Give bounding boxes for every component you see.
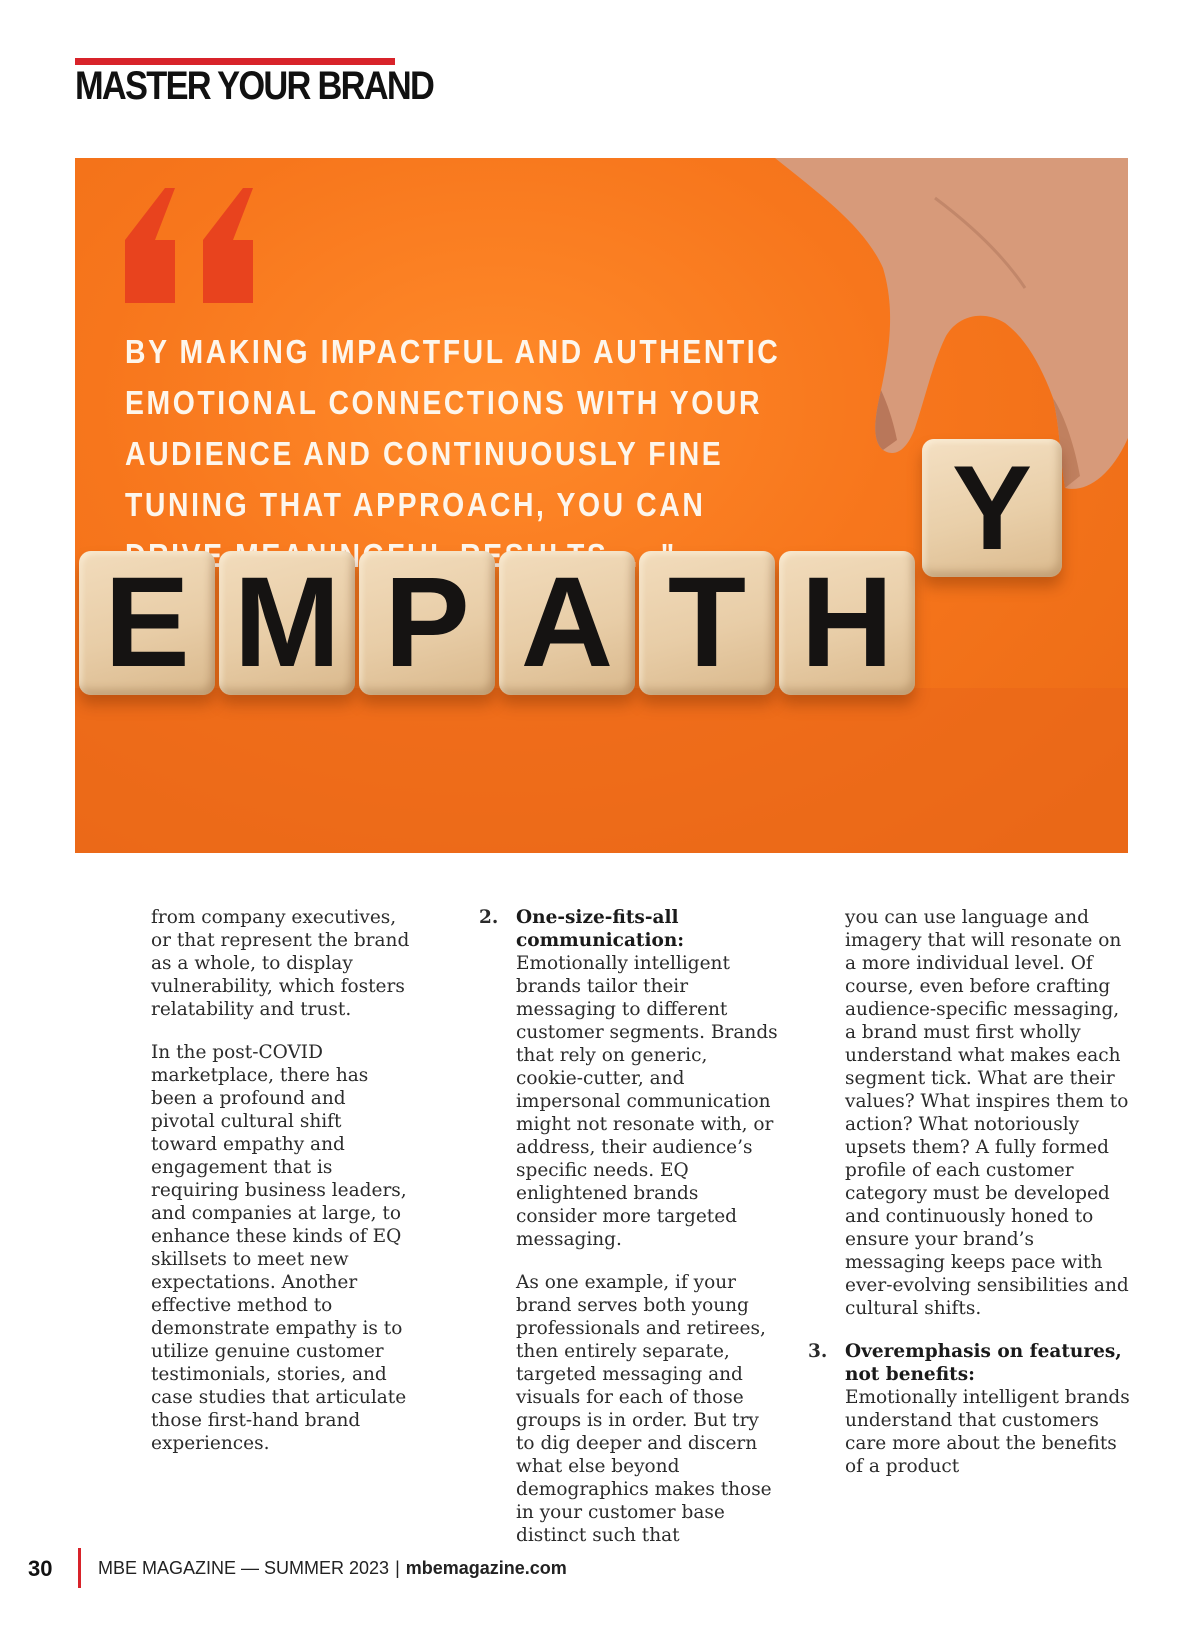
column-3 [808, 906, 1135, 1498]
column-1 [151, 906, 411, 1475]
footer-divider [78, 1548, 81, 1588]
table-surface [75, 688, 1128, 853]
list-text: Emotionally intelligent brands tailor their messaging to different customer segments. Brands that rely on generic, cookie-cutter, and impersonal communication might not resonate with, or address, their audience’s specific needs. EQ enlightened brands consider more targeted messaging. [516, 953, 778, 1250]
page-number: 30 [28, 1556, 53, 1581]
section-title: MASTER YOUR BRAND [75, 64, 434, 108]
paragraph: As one example, if your brand serves both young professionals and retirees, then entirely separate, targeted messaging and visuals for each of those groups is in order. But try to dig deeper and discern what else beyond demographics makes those in your customer base distinct such that [516, 1272, 772, 1546]
list-heading: Overemphasis on features, not benefits: [845, 1341, 1122, 1385]
publication-name: MBE MAGAZINE — SUMMER 2023 [98, 1558, 390, 1578]
list-item-3 [808, 1340, 1135, 1478]
letter-tile-p: P [359, 551, 495, 695]
list-number: 3. [808, 1341, 828, 1362]
list-text: Emotionally intelligent brands understand that customers care more about the benefits of a product [845, 1387, 1130, 1477]
quote-mark-icon [125, 188, 253, 303]
column-2 [479, 906, 779, 1567]
footer-separator: | [395, 1558, 400, 1578]
letter-tile-a: A [499, 551, 635, 695]
website-link[interactable]: mbemagazine.com [405, 1558, 567, 1578]
paragraph: from company executives, or that represent the brand as a whole, to display vulnerability, which fosters relatability and trust. [151, 907, 410, 1020]
paragraph: In the post-COVID marketplace, there has been a profound and pivotal cultural shift toward empathy and engagement that is requiring business leaders, and companies at large, to enhance these kinds of EQ skillsets to meet new expectations. Another effective method to demonstrate empathy is to utilize genuine customer testimonials, stories, and case studies that articulate those first-hand brand experiences. [151, 1042, 407, 1454]
footer-credit [98, 1558, 567, 1579]
list-number: 2. [479, 907, 499, 928]
letter-tile-y: Y [922, 439, 1062, 577]
hero-image [75, 158, 1128, 853]
list-heading: One-size-fits-all communication: [516, 907, 685, 951]
letter-tile-e: E [79, 551, 215, 695]
letter-tile-t: T [639, 551, 775, 695]
paragraph: you can use language and imagery that will resonate on a more individual level. Of course, even before crafting audience-specific messaging, a brand must first wholly understand what makes each segment tick. What are their values? What inspires them to action? What notoriously upsets them? A fully formed profile of each customer category must be developed and continuously honed to ensure your brand’s messaging keeps pace with ever-evolving sensibilities and cultural shifts. [845, 907, 1129, 1319]
letter-tile-h: H [779, 551, 915, 695]
list-item-2 [479, 906, 779, 1251]
letter-tile-m: M [219, 551, 355, 695]
pull-quote: BY MAKING IMPACTFUL AND AUTHENTIC EMOTIONAL CONNECTIONS WITH YOUR AUDIENCE AND CONTINUOUSLY FINE TUNING THAT APPROACH, YOU CAN [125, 333, 781, 523]
